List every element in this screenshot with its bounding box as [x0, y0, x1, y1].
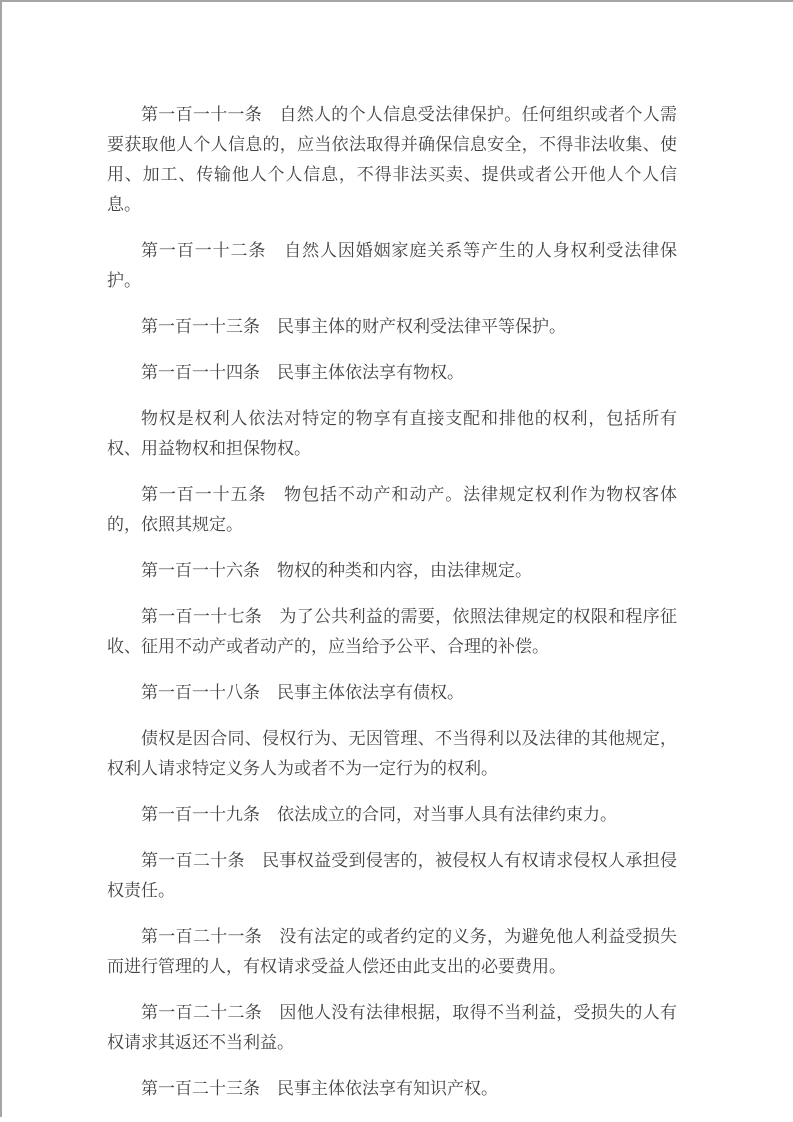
- paragraph-article-118-p2: 债权是因合同、侵权行为、无因管理、不当得利以及法律的其他规定，权利人请求特定义务人为或者不为一定行为的权利。: [107, 729, 677, 778]
- paragraph-article-121: 第一百二十一条 没有法定的或者约定的义务，为避免他人利益受损失而进行管理的人，有权请求受益人偿还由此支出的必要费用。: [107, 927, 677, 976]
- paragraph-article-122: 第一百二十二条 因他人没有法律根据，取得不当利益，受损失的人有权请求其返还不当利益。: [107, 1003, 677, 1052]
- paragraph-article-115: 第一百一十五条 物包括不动产和动产。法律规定权利作为物权客体的，依照其规定。: [107, 485, 677, 534]
- document-text-block: [107, 100, 677, 1120]
- paragraph-article-114: 第一百一十四条 民事主体依法享有物权。: [141, 363, 464, 382]
- page-top-edge-line: [0, 0, 793, 2]
- paragraph-article-117: 第一百一十七条 为了公共利益的需要，依照法律规定的权限和程序征收、征用不动产或者动产的，应当给予公平、合理的补偿。: [107, 607, 677, 656]
- paragraph-article-118: 第一百一十八条 民事主体依法享有债权。: [141, 683, 464, 702]
- page-left-edge-line: [0, 0, 2, 1117]
- paragraph-article-112: 第一百一十二条 自然人因婚姻家庭关系等产生的人身权利受法律保护。: [107, 241, 677, 290]
- paragraph-article-123: 第一百二十三条 民事主体依法享有知识产权。: [141, 1079, 498, 1098]
- paragraph-article-119: 第一百一十九条 依法成立的合同，对当事人具有法律约束力。: [141, 805, 617, 824]
- paragraph-article-113: 第一百一十三条 民事主体的财产权利受法律平等保护。: [141, 317, 566, 336]
- paragraph-article-111: 第一百一十一条 自然人的个人信息受法律保护。任何组织或者个人需要获取他人个人信息的，应当依法取得并确保信息安全，不得非法收集、使用、加工、传输他人个人信息，不得非法买卖、提供或者公开他人个人信息。: [107, 105, 677, 214]
- paragraph-article-114-p2: 物权是权利人依法对特定的物享有直接支配和排他的权利，包括所有权、用益物权和担保物权。: [107, 409, 677, 458]
- paragraph-article-116: 第一百一十六条 物权的种类和内容，由法律规定。: [141, 561, 532, 580]
- paragraph-article-120: 第一百二十条 民事权益受到侵害的，被侵权人有权请求侵权人承担侵权责任。: [107, 851, 677, 900]
